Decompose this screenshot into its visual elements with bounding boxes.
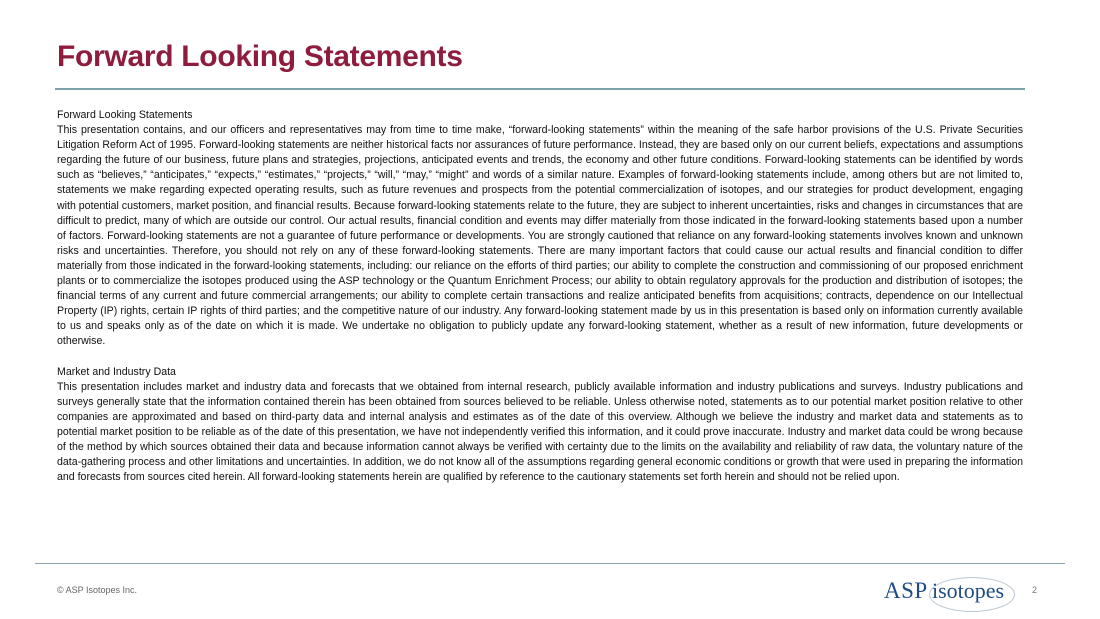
title-divider (55, 88, 1025, 90)
section-body: This presentation includes market and industry data and forecasts that we obtained from internal research, publicly available information and industry publications and surveys. Industry publications and surveys generally state that the information contained therein has been obtained from sources believed to be reliable. Unless otherwise noted, statements as to our potential market position relative to other companies are approximated and based on third-party data and internal analysis and estimates as of the date of this overview. Although we believe the industry and market data and statements as to potential market position to be reliable as of the date of this presentation, we have not independently verified this information, and it could prove inaccurate. Industry and market data could be wrong because of the method by which sources obtained their data and because information cannot always be verified with certainty due to the limits on the availability and reliability of raw data, the voluntary nature of the data-gathering process and other limitations and uncertainties. In addition, we do not know all of the assumptions regarding general economic conditions or growth that were used in preparing the information and forecasts from sources cited herein. All forward-looking statements herein are qualified by reference to the cautionary statements set forth herein and should not be relied upon. (57, 380, 1023, 484)
section-body: This presentation contains, and our officers and representatives may from time to time make, “forward-looking statements” within the meaning of the safe harbor provisions of the U.S. Private Securities Litigation Reform Act of 1995. Forward-looking statements are neither historical facts nor assurances of future performance. Instead, they are based only on our current beliefs, expectations and assumptions regarding the future of our business, future plans and strategies, projections, anticipated events and trends, the economy and other future conditions. Forward-looking statements can be identified by words such as “believes,” “anticipates,” “expects,” “estimates,” “projects,” “will,” “may,” “might” and words of a similar nature. Examples of forward-looking statements include, among others but are not limited to, statements we make regarding expected operating results, such as future revenues and prospects from the potential commercialization of isotopes, and our strategies for product development, engaging with potential customers, market position, and financial results. Because forward-looking statements relate to the future, they are subject to inherent uncertainties, risks and changes in circumstances that are difficult to predict, many of which are outside our control. Our actual results, financial condition and events may differ materially from those indicated in the forward-looking statements based upon a number of factors. Forward-looking statements are not a guarantee of future performance or developments. You are strongly cautioned that reliance on any forward-looking statements involves known and unknown risks and uncertainties. Therefore, you should not rely on any of these forward-looking statements. There are many important factors that could cause our actual results and financial condition to differ materially from those indicated in the forward-looking statements, including: our reliance on the efforts of third parties; our ability to complete the construction and commissioning of our proposed enrichment plants or to commercialize the isotopes produced using the ASP technology or the Quantum Enrichment Process; our ability to obtain regulatory approvals for the production and distribution of isotopes; the financial terms of any current and future commercial arrangements; our ability to complete certain transactions and realize anticipated benefits from acquisitions; contracts, dependence on our Intellectual Property (IP) rights, certain IP rights of third parties; and the competitive nature of our industry. Any forward-looking statement made by us in this presentation is based only on information currently available to us and speaks only as of the date on which it is made. We undertake no obligation to publicly update any forward-looking statement, whether as a result of new information, future developments or otherwise. (57, 124, 1023, 348)
section-market-industry (57, 365, 1023, 486)
section-heading: Market and Industry Data (57, 365, 176, 378)
asp-isotopes-logo (884, 574, 1016, 612)
section-forward-looking (57, 108, 1023, 350)
logo-asp-text: ASP (884, 578, 928, 603)
section-heading: Forward Looking Statements (57, 109, 193, 121)
copyright-notice: © ASP Isotopes Inc. (57, 585, 138, 595)
footer-divider (35, 563, 1065, 564)
slide-title: Forward Looking Statements (57, 40, 463, 73)
slide-content (57, 108, 1023, 485)
logo-isotopes-text: isotopes (932, 578, 1005, 603)
page-number: 2 (1032, 585, 1038, 595)
